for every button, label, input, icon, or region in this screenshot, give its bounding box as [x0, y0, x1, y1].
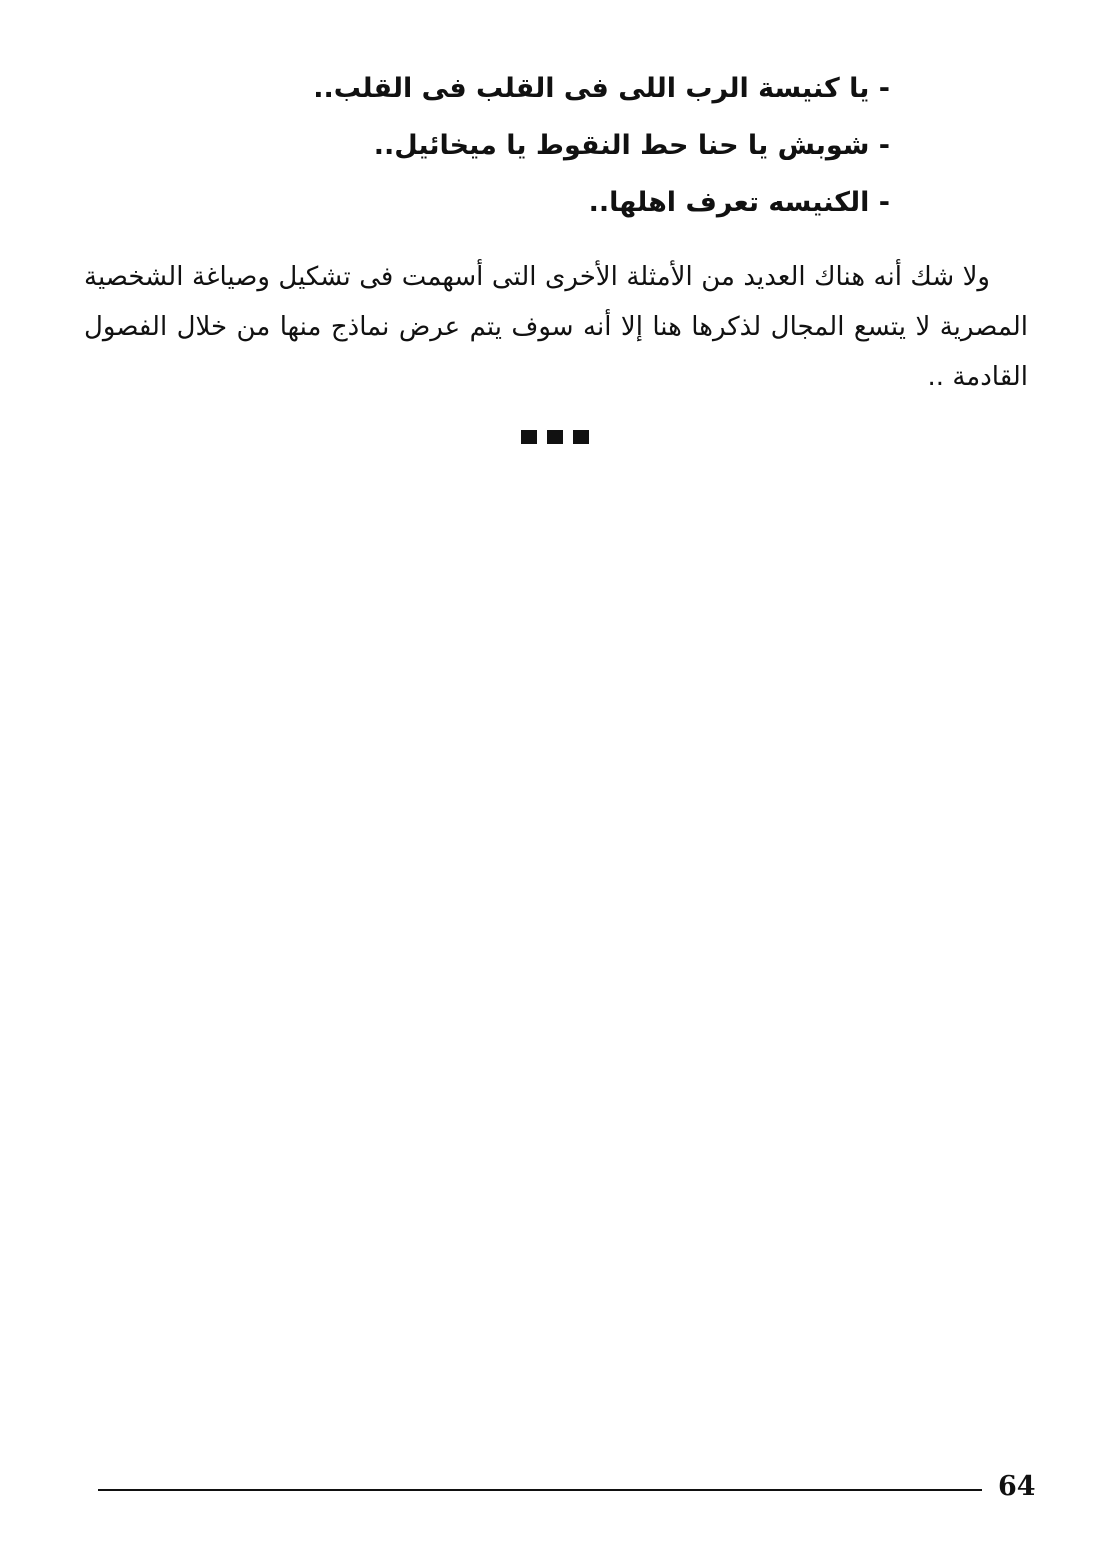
proverb-line: - الكنيسه تعرف اهلها.. [588, 187, 890, 218]
footer-rule [98, 1489, 982, 1491]
proverb-line: - يا كنيسة الرب اللى فى القلب فى القلب.. [313, 73, 890, 104]
page-number: 64 [998, 1471, 1036, 1502]
separator-square-icon [573, 430, 589, 444]
body-paragraph-text: ولا شك أنه هناك العديد من الأمثلة الأخرى التى أسهمت فى تشكيل وصياغة الشخصية المصرية لا يتسع المجال لذكرها هنا إلا أنه سوف يتم عرض نماذج منها من خلال الفصول القادمة .. [84, 262, 1028, 392]
proverb-list [270, 74, 890, 245]
section-separator [521, 430, 589, 444]
body-paragraph [84, 252, 1028, 402]
proverb-line: - شوبش يا حنا حط النقوط يا ميخائيل.. [373, 130, 890, 161]
separator-square-icon [521, 430, 537, 444]
separator-square-icon [547, 430, 563, 444]
